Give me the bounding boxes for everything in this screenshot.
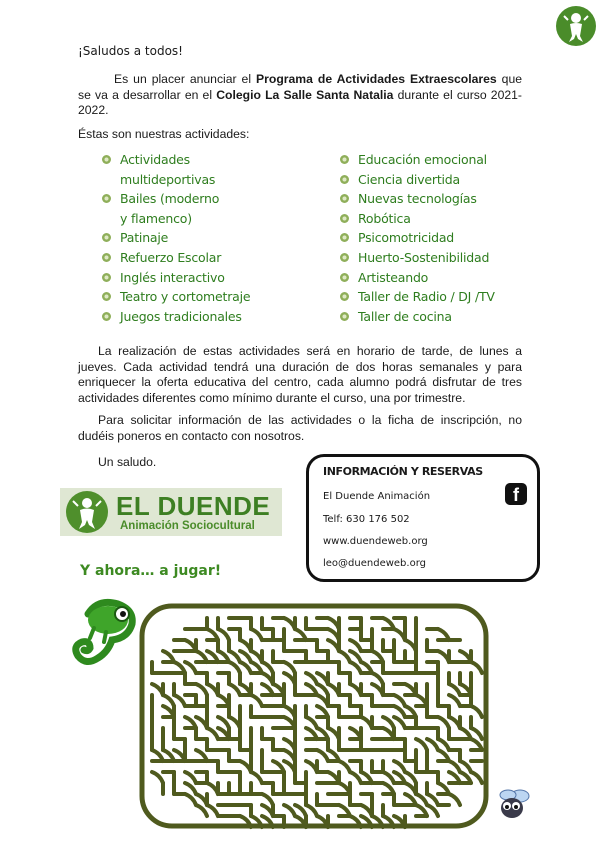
list-item: Teatro y cortometraje bbox=[100, 287, 300, 307]
maze-wall bbox=[383, 772, 394, 783]
maze-wall bbox=[207, 728, 218, 739]
maze-wall bbox=[251, 695, 262, 706]
list-item: Inglés interactivo bbox=[100, 268, 300, 288]
program-name: Programa de Actividades Extraescolares bbox=[256, 72, 497, 86]
maze-wall bbox=[207, 805, 218, 816]
maze-puzzle[interactable] bbox=[134, 600, 494, 832]
bullet-icon bbox=[102, 273, 111, 282]
maze-wall bbox=[383, 717, 394, 728]
maze-wall bbox=[229, 651, 240, 662]
maze-wall bbox=[416, 739, 427, 750]
maze-wall bbox=[350, 651, 361, 662]
maze-wall bbox=[284, 662, 295, 673]
list-item: Refuerzo Escolar bbox=[100, 248, 300, 268]
maze-wall bbox=[416, 794, 427, 805]
fly-icon bbox=[492, 786, 534, 822]
maze-wall bbox=[427, 805, 438, 816]
maze-wall bbox=[471, 662, 482, 673]
list-item: Educación emocional bbox=[338, 150, 558, 170]
maze-wall bbox=[185, 662, 196, 673]
logo-title: EL DUENDE bbox=[116, 491, 271, 521]
maze-wall bbox=[394, 761, 405, 772]
duende-logo-icon bbox=[556, 6, 596, 46]
play-title: Y ahora… a jugar! bbox=[80, 563, 222, 579]
maze-wall bbox=[174, 695, 185, 706]
logo-subtitle: Animación Sociocultural bbox=[120, 520, 255, 532]
info-company: El Duende Animación bbox=[323, 491, 431, 502]
facebook-icon[interactable]: f bbox=[505, 483, 527, 505]
maze-wall bbox=[350, 640, 361, 651]
maze-wall bbox=[438, 739, 449, 750]
el-duende-logo bbox=[60, 488, 282, 536]
bullet-icon bbox=[340, 273, 349, 282]
bullet-icon bbox=[340, 214, 349, 223]
maze-wall bbox=[427, 794, 438, 805]
closing-salute: Un saludo. bbox=[98, 455, 157, 469]
info-email[interactable]: leo@duendeweb.org bbox=[323, 558, 426, 569]
greeting: ¡Saludos a todos! bbox=[78, 44, 183, 58]
maze-wall bbox=[405, 772, 416, 783]
maze-wall bbox=[317, 750, 328, 761]
bullet-icon bbox=[340, 155, 349, 164]
maze-wall bbox=[229, 684, 240, 695]
maze-wall bbox=[350, 662, 361, 673]
info-title: INFORMACIÓN Y RESERVAS bbox=[323, 465, 483, 478]
maze-wall bbox=[471, 772, 482, 783]
info-phone: Telf: 630 176 502 bbox=[323, 514, 410, 525]
list-item: Actividades multideportivas bbox=[100, 150, 300, 189]
list-item: Ciencia divertida bbox=[338, 170, 558, 190]
bullet-icon bbox=[102, 194, 111, 203]
maze-wall bbox=[218, 717, 229, 728]
list-item: Huerto-Sostenibilidad bbox=[338, 248, 558, 268]
maze-wall bbox=[218, 629, 229, 640]
maze-wall bbox=[262, 662, 273, 673]
maze-wall bbox=[394, 717, 405, 728]
maze-wall bbox=[317, 684, 328, 695]
maze-wall bbox=[449, 684, 460, 695]
maze-wall bbox=[196, 805, 207, 816]
list-item: Taller de cocina bbox=[338, 307, 558, 327]
list-item: Psicomotricidad bbox=[338, 228, 558, 248]
maze-wall bbox=[229, 662, 240, 673]
maze-wall bbox=[438, 717, 449, 728]
list-item: Juegos tradicionales bbox=[100, 307, 300, 327]
contact-paragraph: Para solicitar información de las actividades o la ficha de inscripción, no dudéis poneros en contacto con nosotros. bbox=[78, 413, 522, 443]
duende-mascot-icon bbox=[66, 491, 108, 533]
maze-wall bbox=[350, 772, 361, 783]
maze-wall bbox=[339, 651, 350, 662]
bullet-icon bbox=[340, 312, 349, 321]
info-box bbox=[306, 454, 540, 582]
maze-wall bbox=[449, 761, 460, 772]
list-item: Bailes (moderno y flamenco) bbox=[100, 189, 300, 228]
activities-label: Éstas son nuestras actividades: bbox=[78, 127, 250, 141]
maze-wall bbox=[372, 673, 383, 684]
maze-wall bbox=[262, 794, 273, 805]
maze-wall bbox=[339, 761, 350, 772]
maze-wall bbox=[449, 695, 460, 706]
bullet-icon bbox=[102, 312, 111, 321]
maze-wall bbox=[471, 728, 482, 739]
bullet-icon bbox=[102, 253, 111, 262]
maze-wall bbox=[284, 805, 295, 816]
bullet-icon bbox=[340, 194, 349, 203]
chameleon-icon bbox=[68, 594, 140, 670]
maze-wall bbox=[394, 706, 405, 717]
maze-wall bbox=[306, 805, 317, 816]
list-item: Taller de Radio / DJ /TV bbox=[338, 287, 558, 307]
maze-wall bbox=[251, 772, 262, 783]
list-item: Patinaje bbox=[100, 228, 300, 248]
activities-list-right bbox=[338, 150, 558, 326]
maze-wall bbox=[427, 739, 438, 750]
bullet-icon bbox=[340, 233, 349, 242]
bullet-icon bbox=[102, 155, 111, 164]
maze-wall bbox=[449, 794, 460, 805]
maze-wall bbox=[240, 651, 251, 662]
school-name: Colegio La Salle Santa Natalia bbox=[216, 87, 394, 102]
maze-wall bbox=[306, 673, 317, 684]
bullet-icon bbox=[102, 233, 111, 242]
maze-wall bbox=[163, 695, 174, 706]
maze-wall bbox=[295, 805, 306, 816]
bullet-icon bbox=[340, 292, 349, 301]
maze-wall bbox=[251, 629, 262, 640]
list-item: Robótica bbox=[338, 209, 558, 229]
bullet-icon bbox=[340, 175, 349, 184]
maze-wall bbox=[240, 662, 251, 673]
maze-wall bbox=[152, 772, 163, 783]
maze-wall bbox=[185, 783, 196, 794]
maze-wall bbox=[185, 794, 196, 805]
maze-wall bbox=[460, 761, 471, 772]
schedule-paragraph: La realización de estas actividades será en horario de tarde, de lunes a jueves. Cada actividad tendrá una duración de dos horas semanales y para enriquecer la oferta educativa del centro, cada alumno podrá disfrutar de tres actividades diferentes como mínimo durante el curso, una por trimestre. bbox=[78, 344, 522, 405]
list-item: Nuevas tecnologías bbox=[338, 189, 558, 209]
list-item: Artisteando bbox=[338, 268, 558, 288]
maze-wall bbox=[196, 684, 207, 695]
maze-wall bbox=[394, 695, 405, 706]
maze-wall bbox=[471, 706, 482, 717]
intro-paragraph: Es un placer anunciar el Programa de Actividades Extraescolares que se va a desarrollar en el Colegio La Salle Santa Natalia durante el curso 2021-2022. bbox=[78, 72, 522, 117]
activities-list-left bbox=[100, 150, 300, 326]
bullet-icon bbox=[340, 253, 349, 262]
maze-wall bbox=[306, 717, 317, 728]
info-website[interactable]: www.duendeweb.org bbox=[323, 536, 428, 547]
maze-wall bbox=[185, 772, 196, 783]
bullet-icon bbox=[102, 292, 111, 301]
